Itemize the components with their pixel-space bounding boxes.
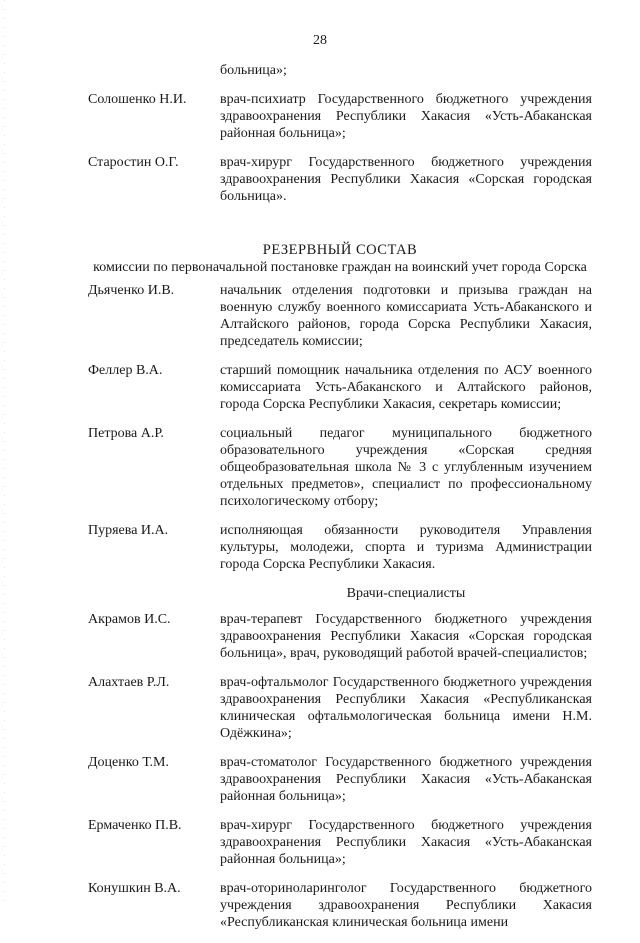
member-name: Доценко Т.М. xyxy=(88,755,169,770)
document-content xyxy=(88,62,592,943)
section-title: РЕЗЕРВНЫЙ СОСТАВ xyxy=(262,242,418,258)
list-item xyxy=(88,817,592,868)
list-item xyxy=(88,154,592,205)
member-description: врач-офтальмолог Государственного бюджетного учреждения здравоохранения Республики Хакасия «Республиканская клиническая офтальмологическая больница имени Н.М. Одёжкина»; xyxy=(220,675,592,741)
members-list xyxy=(88,282,592,573)
list-item xyxy=(88,611,592,662)
section-subtitle: комиссии по первоначальной постановке граждан на воинский учет города Сорска xyxy=(93,260,587,275)
member-name: Ермаченко П.В. xyxy=(88,818,182,833)
member-description: исполняющая обязанности руководителя Управления культуры, молодежи, спорта и туризма Администрации города Сорска Республики Хакасия. xyxy=(220,523,592,572)
member-description: социальный педагог муниципального бюджетного образовательного учреждения «Сорская средняя общеобразовательная школа № 3 с углубленным изучением отдельных предметов», специалист по профессиональному психологическому отбору; xyxy=(220,426,592,509)
member-name: Пуряева И.А. xyxy=(88,523,169,538)
top-entries xyxy=(88,91,592,205)
list-item xyxy=(88,362,592,413)
member-name: Конушкин В.А. xyxy=(88,881,181,896)
member-name: Алахтаев Р.Л. xyxy=(88,675,170,690)
member-description: старший помощник начальника отделения по АСУ военного комиссариата Усть-Абаканского и Алтайского районов, города Сорска Республики Хакасия, секретарь комиссии; xyxy=(220,363,592,412)
member-description: врач-стоматолог Государственного бюджетного учреждения здравоохранения Республики Хакасия «Усть-Абаканская районная больница»; xyxy=(220,755,592,804)
member-description: начальник отделения подготовки и призыва граждан на военную службу военного комиссариата Усть-Абаканского и Алтайского районов, города Сорска Республики Хакасия, председатель комиссии; xyxy=(220,283,592,349)
list-item xyxy=(88,91,592,142)
list-item xyxy=(88,282,592,350)
member-name: Петрова А.Р. xyxy=(88,426,164,441)
member-name: Акрамов И.С. xyxy=(88,612,171,627)
member-description: врач-оториноларинголог Государственного бюджетного учреждения здравоохранения Республики Хакасия «Республиканская клиническая больница имени xyxy=(220,881,592,930)
member-description: врач-хирург Государственного бюджетного учреждения здравоохранения Республики Хакасия «Сорская городская больница». xyxy=(220,155,592,204)
list-item xyxy=(88,880,592,931)
list-item xyxy=(88,674,592,742)
scan-margin-dots xyxy=(4,0,5,905)
list-item xyxy=(88,425,592,510)
page-number: 28 xyxy=(313,33,327,48)
member-name: Солошенко Н.И. xyxy=(88,92,187,107)
member-description: врач-психиатр Государственного бюджетного учреждения здравоохранения Республики Хакасия «Усть-Абаканская районная больница»; xyxy=(220,92,592,141)
member-description: врач-хирург Государственного бюджетного учреждения здравоохранения Республики Хакасия «Усть-Абаканская районная больница»; xyxy=(220,818,592,867)
list-item xyxy=(88,522,592,573)
list-item xyxy=(88,754,592,805)
member-name: Дьяченко И.В. xyxy=(88,283,175,298)
doctors-list xyxy=(88,611,592,931)
member-description: врач-терапевт Государственного бюджетного учреждения здравоохранения Республики Хакасия «Сорская городская больница», врач, руководящий работой врачей-специалистов; xyxy=(220,612,592,661)
member-name: Старостин О.Г. xyxy=(88,155,179,170)
continuation-text: больница»; xyxy=(220,63,287,78)
member-name: Феллер В.А. xyxy=(88,363,163,378)
doctors-heading: Врачи-специалисты xyxy=(346,586,466,601)
